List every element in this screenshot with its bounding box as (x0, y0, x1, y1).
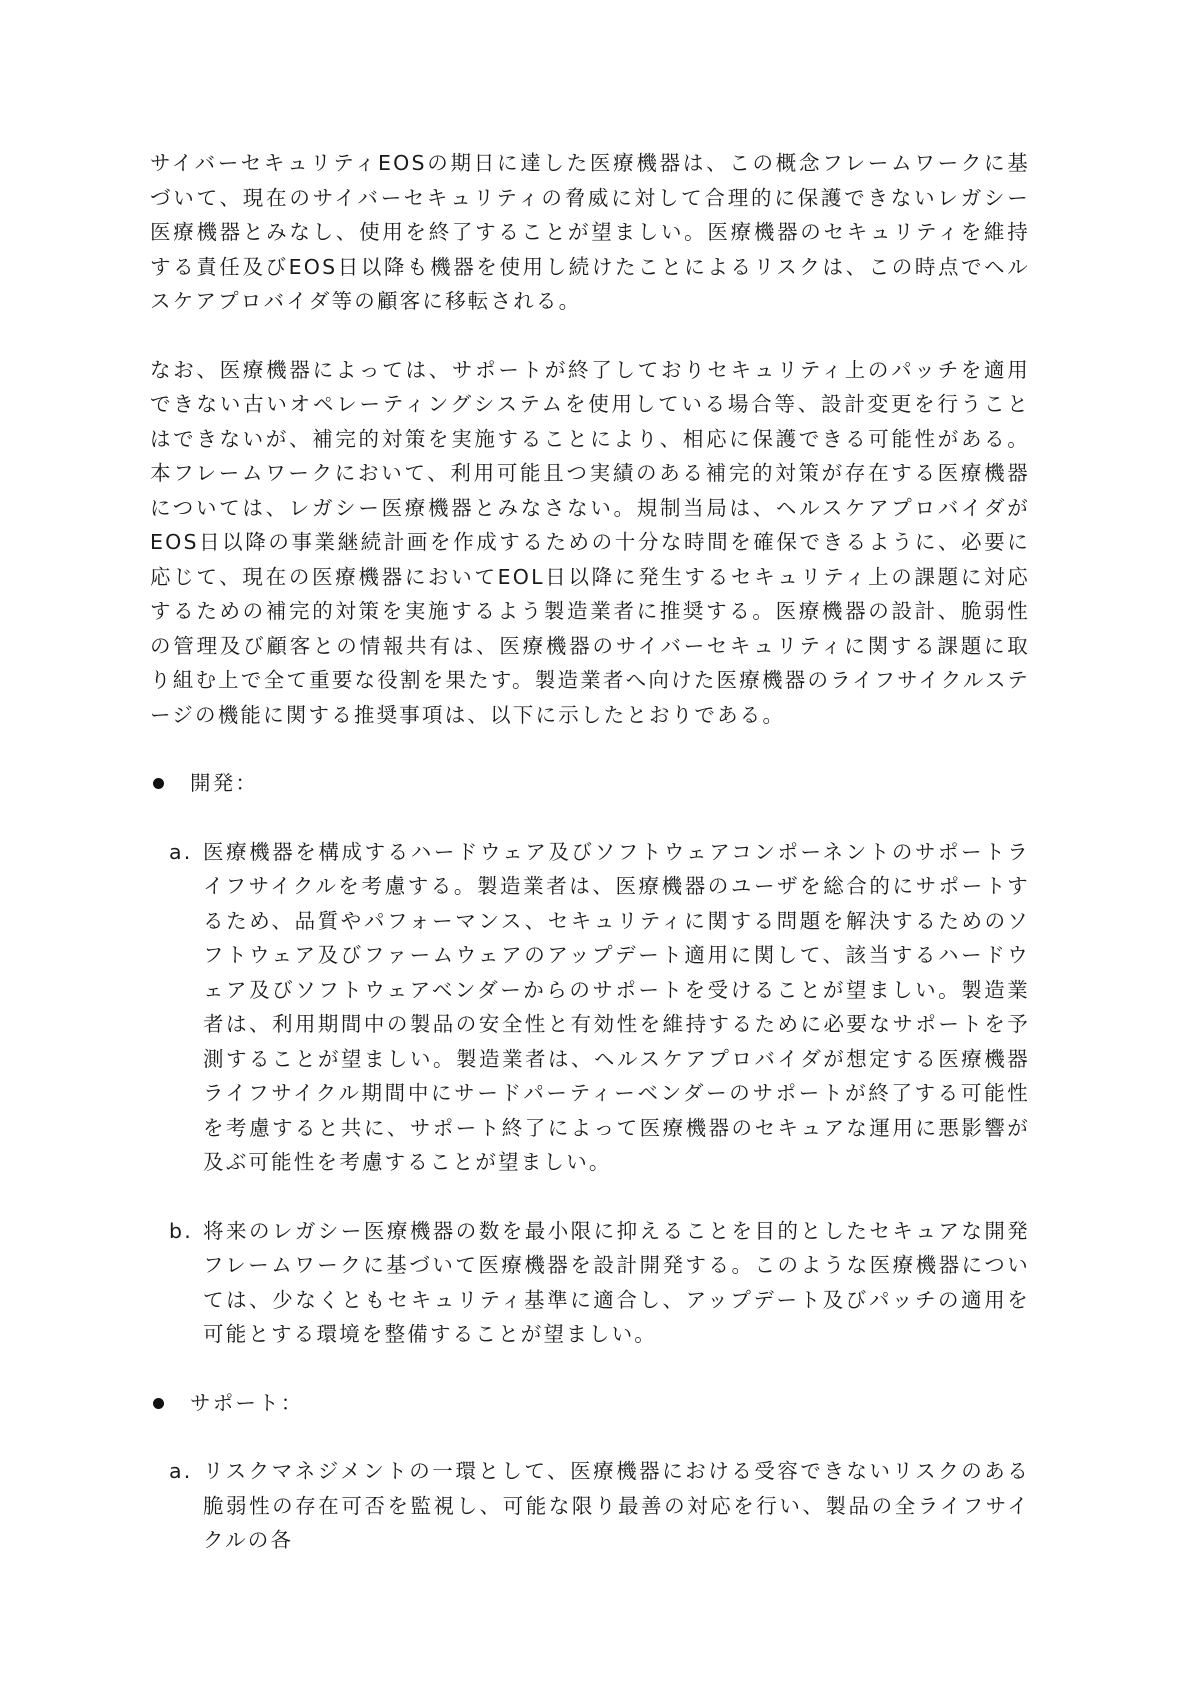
list-item-development-a (150, 835, 1030, 1180)
section-heading-label: サポート： (190, 1390, 304, 1415)
section-heading-support (150, 1386, 1030, 1421)
section-heading-development (150, 766, 1030, 801)
list-item-text: 医療機器を構成するハードウェア及びソフトウェアコンポーネントのサポートライフサイクルを考慮する。製造業者は、医療機器のユーザを総合的にサポートするため、品質やパフォーマンス、セキュリティに関する問題を解決するためのソフトウェア及びファームウェアのアップデート適用に関して、該当するハードウェア及びソフトウェアベンダーからのサポートを受けることが望ましい。製造業者は、利用期間中の製品の安全性と有効性を維持するために必要なサポートを予測することが望ましい。製造業者は、ヘルスケアプロバイダが想定する医療機器ライフサイクル期間中にサードパーティーベンダーのサポートが終了する可能性を考慮すると共に、サポート終了によって医療機器のセキュアな運用に悪影響が及ぶ可能性を考慮することが望ましい。 (203, 839, 1030, 1174)
list-item-marker: b. (169, 1218, 193, 1243)
list-item-marker: a. (169, 1459, 193, 1483)
document-body (150, 146, 1030, 1558)
paragraph-compensating-controls: なお、医療機器によっては、サポートが終了しておりセキュリティ上のパッチを適用できない古いオペレーティングシステムを使用している場合等、設計変更を行うことはできないが、補完的対策を実施することにより、相応に保護できる可能性がある。本フレームワークにおいて、利用可能且つ実績のある補完的対策が存在する医療機器については、レガシー医療機器とみなさない。規制当局は、ヘルスケアプロバイダがEOS日以降の事業継続計画を作成するための十分な時間を確保できるように、必要に応じて、現在の医療機器においてEOL日以降に発生するセキュリティ上の課題に対応するための補完的対策を実施するよう製造業者に推奨する。医療機器の設計、脆弱性の管理及び顧客との情報共有は、医療機器のサイバーセキュリティに関する課題に取り組む上で全て重要な役割を果たす。製造業者へ向けた医療機器のライフサイクルステージの機能に関する推奨事項は、以下に示したとおりである。 (150, 357, 1030, 727)
section-heading-label: 開発： (190, 771, 259, 795)
list-item-development-b (150, 1214, 1030, 1352)
bullet-dot-icon (153, 1398, 164, 1409)
list-item-support-a (150, 1454, 1030, 1558)
paragraph-eos-legacy: サイバーセキュリティEOSの期日に達した医療機器は、この概念フレームワークに基づいて、現在のサイバーセキュリティの脅威に対して合理的に保護できないレガシー医療機器とみなし、使用を終了することが望ましい。医療機器のセキュリティを維持する責任及びEOS日以降も機器を使用し続けたことによるリスクは、この時点でヘルスケアプロバイダ等の顧客に移転される。 (150, 151, 1030, 313)
list-item-marker: a. (169, 839, 193, 864)
list-item-text: 将来のレガシー医療機器の数を最小限に抑えることを目的としたセキュアな開発フレームワークに基づいて医療機器を設計開発する。このような医療機器については、少なくともセキュリティ基準に適合し、アップデート及びパッチの適用を可能とする環境を整備することが望ましい。 (203, 1218, 1030, 1346)
list-item-text: リスクマネジメントの一環として、医療機器における受容できないリスクのある脆弱性の存在可否を監視し、可能な限り最善の対応を行い、製品の全ライフサイクルの各 (203, 1459, 1030, 1552)
bullet-dot-icon (153, 778, 164, 789)
